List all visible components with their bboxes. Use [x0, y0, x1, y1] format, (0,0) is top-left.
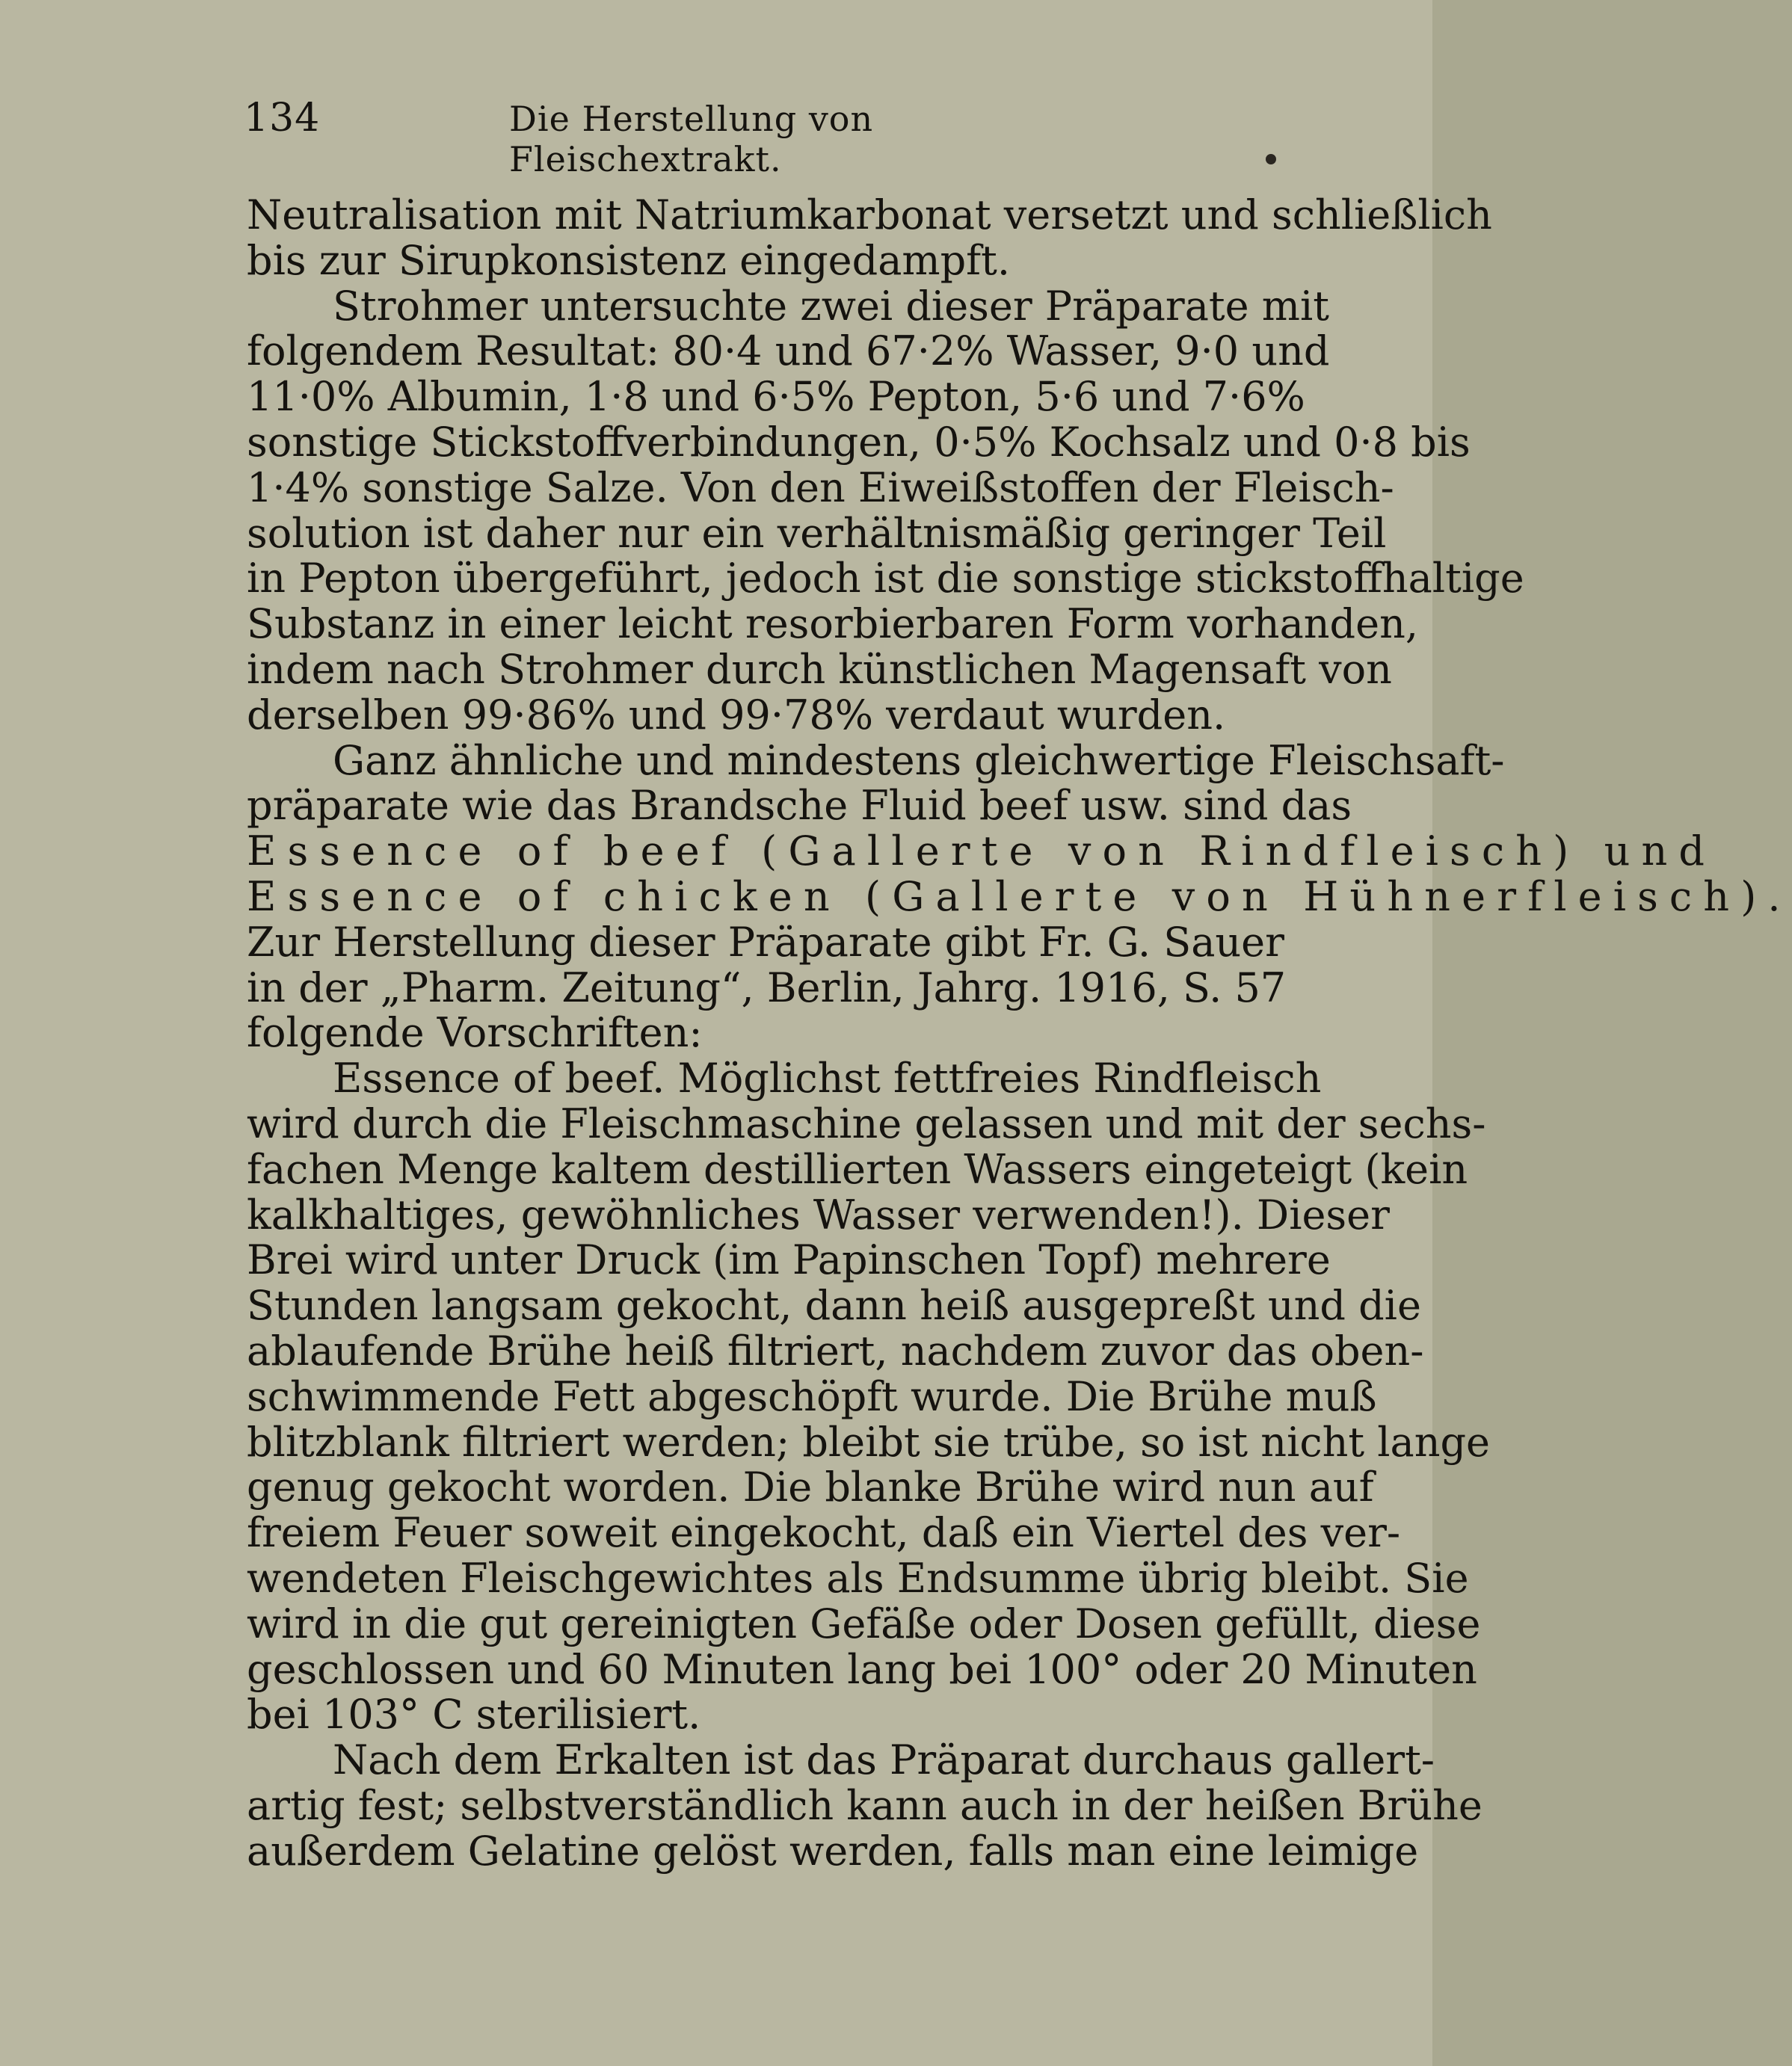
text-line: Nach dem Erkalten ist das Präparat durchaus gallert-	[333, 1736, 1435, 1784]
print-speck	[1266, 154, 1276, 164]
text-line: bis zur Sirupkonsistenz eingedampft.	[247, 236, 1011, 284]
page-number: 134	[244, 96, 321, 141]
text-line: bei 103° C sterilisiert.	[247, 1691, 701, 1739]
text-line: kalkhaltiges, gewöhnliches Wasser verwenden!). Dieser	[247, 1191, 1390, 1239]
text-line: genug gekocht worden. Die blanke Brühe wird nun auf	[247, 1464, 1374, 1511]
text-line: wendeten Fleischgewichtes als Endsumme übrig bleibt. Sie	[247, 1554, 1469, 1602]
running-title: Die Herstellung von Fleischextrakt.	[509, 99, 874, 179]
text-line: folgendem Resultat: 80·4 und 67·2% Wasser, 9·0 und	[247, 327, 1330, 375]
text-line: Essence of beef. Möglichst fettfreies Rindfleisch	[333, 1055, 1322, 1103]
text-line: derselben 99·86% und 99·78% verdaut wurden.	[247, 691, 1226, 738]
page-header	[244, 88, 1051, 179]
text-line: 1·4% sonstige Salze. Von den Eiweißstoffen der Fleisch-	[247, 463, 1394, 511]
text-line: Essence of chicken (Gallerte von Hühnerfleisch).	[247, 872, 1792, 920]
text-line: Neutralisation mit Natriumkarbonat versetzt und schließlich	[247, 191, 1492, 238]
text-line: 11·0% Albumin, 1·8 und 6·5% Pepton, 5·6 und 7·6%	[247, 373, 1305, 421]
text-line: ablaufende Brühe heiß filtriert, nachdem zuvor das oben-	[247, 1327, 1424, 1375]
text-line: schwimmende Fett abgeschöpft wurde. Die Brühe muß	[247, 1372, 1377, 1420]
text-line: wird durch die Fleischmaschine gelassen und mit der sechs-	[247, 1100, 1486, 1147]
body-text	[247, 191, 1792, 1875]
text-line: Brei wird unter Druck (im Papinschen Topf) mehrere	[247, 1236, 1331, 1284]
text-line: blitzblank filtriert werden; bleibt sie trübe, so ist nicht lange	[247, 1418, 1491, 1466]
text-line: in Pepton übergeführt, jedoch ist die sonstige stickstoffhaltige	[247, 555, 1524, 602]
text-line: wird in die gut gereinigten Gefäße oder Dosen gefüllt, diese	[247, 1600, 1481, 1647]
text-line: Strohmer untersuchte zwei dieser Präparate mit	[333, 282, 1329, 330]
text-line: artig fest; selbstverständlich kann auch in der heißen Brühe	[247, 1781, 1482, 1829]
text-line: folgende Vorschriften:	[247, 1009, 703, 1057]
text-line: freiem Feuer soweit eingekocht, daß ein Viertel des ver-	[247, 1509, 1401, 1557]
text-line: fachen Menge kaltem destillierten Wassers eingeteigt (kein	[247, 1145, 1468, 1193]
text-line: Ganz ähnliche und mindestens gleichwertige Fleischsaft-	[333, 736, 1505, 784]
text-line: Stunden langsam gekocht, dann heiß ausgepreßt und die	[247, 1282, 1421, 1330]
text-line: Substanz in einer leicht resorbierbaren Form vorhanden,	[247, 600, 1419, 648]
text-line: Essence of beef (Gallerte von Rindfleisch) und	[247, 827, 1716, 875]
text-line: sonstige Stickstoffverbindungen, 0·5% Kochsalz und 0·8 bis	[247, 418, 1471, 466]
text-line: in der „Pharm. Zeitung“, Berlin, Jahrg. 1916, S. 57	[247, 963, 1287, 1011]
text-line: indem nach Strohmer durch künstlichen Magensaft von	[247, 645, 1392, 693]
text-line: außerdem Gelatine gelöst werden, falls man eine leimige	[247, 1827, 1419, 1875]
text-line: Zur Herstellung dieser Präparate gibt Fr. G. Sauer	[247, 918, 1284, 966]
text-line: geschlossen und 60 Minuten lang bei 100° oder 20 Minuten	[247, 1645, 1477, 1693]
text-line: präparate wie das Brandsche Fluid beef usw. sind das	[247, 782, 1352, 830]
text-line: solution ist daher nur ein verhältnismäßig geringer Teil	[247, 509, 1387, 557]
